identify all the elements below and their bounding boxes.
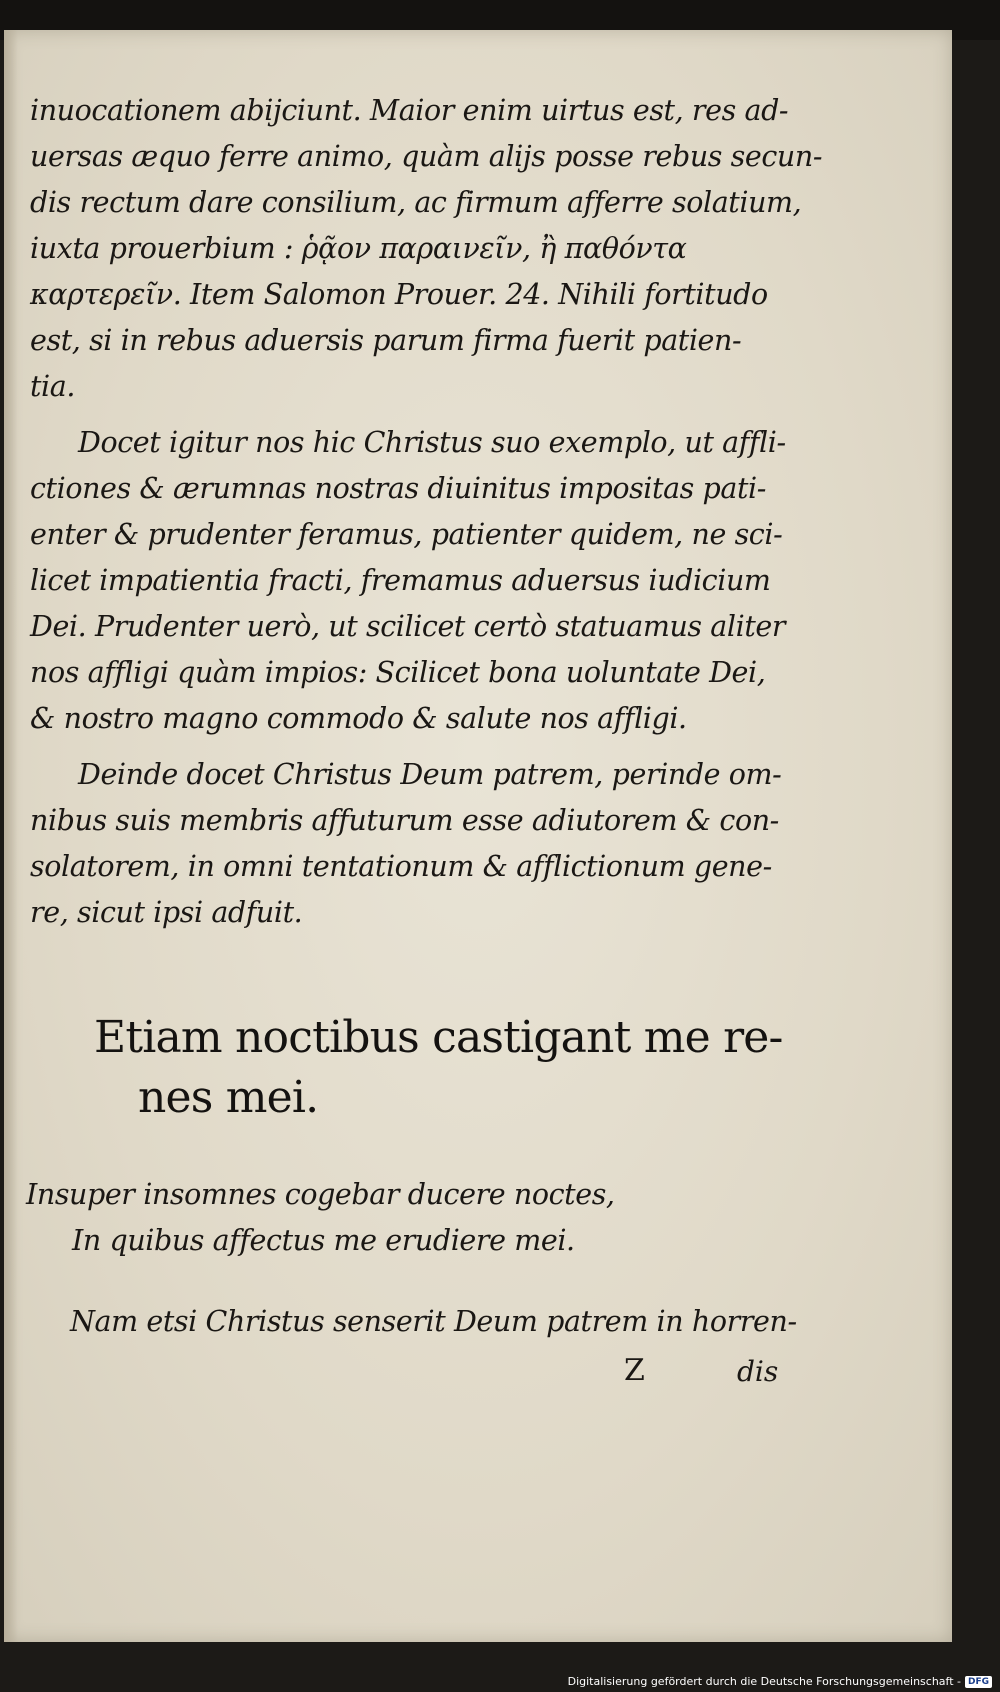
text-line: Docet igitur nos hic Christus suo exemplo, ut affli- [78, 426, 786, 459]
text-line: licet impatientia fracti, fremamus aduersus iudicium [30, 564, 771, 597]
text-line: solatorem, in omni tentationum & afflictionum gene- [30, 850, 772, 883]
text-line: nos affligi quàm impios: Scilicet bona uoluntate Dei, [30, 656, 766, 689]
section-heading [94, 1008, 783, 1128]
text-line: & nostro magno commodo & salute nos affligi. [30, 702, 687, 735]
text-line: ctiones & ærumnas nostras diuinitus impositas pati- [30, 472, 766, 505]
text-line: iuxta prouerbium : ῥᾷον παραινεῖν, ἢ παθόντα [30, 232, 687, 265]
final-line: Nam etsi Christus senserit Deum patrem in horren- [70, 1305, 797, 1338]
footer-credit: Digitalisierung gefördert durch die Deutsche Forschungsgemeinschaft - [567, 1675, 961, 1688]
digitization-footer [568, 1675, 992, 1688]
text-line: καρτερεῖν. Item Salomon Prouer. 24. Nihili fortitudo [30, 278, 768, 311]
text-line: uersas æquo ferre animo, quàm alijs posse rebus secun- [30, 140, 823, 173]
body-text [30, 88, 823, 936]
signature-mark: Z [624, 1353, 645, 1388]
dfg-logo: DFG [965, 1676, 992, 1688]
text-line: est, si in rebus aduersis parum firma fuerit patien- [30, 324, 742, 357]
text-line: tia. [30, 370, 76, 403]
verse-couplet [26, 1172, 615, 1264]
page-gutter [4, 30, 18, 1642]
text-line: dis rectum dare consilium, ac firmum afferre solatium, [30, 186, 802, 219]
book-page [4, 30, 952, 1642]
paragraph-docet [30, 420, 790, 742]
text-line: enter & prudenter feramus, patienter quidem, ne sci- [30, 518, 783, 551]
catchword: dis [737, 1355, 779, 1388]
text-line: nibus suis membris affuturum esse adiutorem & con- [30, 804, 779, 837]
text-line: Dei. Prudenter uerò, ut scilicet certò statuamus aliter [30, 610, 786, 643]
heading-line: nes mei. [138, 1072, 319, 1123]
verse-line: Insuper insomnes cogebar ducere noctes, [26, 1178, 615, 1211]
text-line: Deinde docet Christus Deum patrem, perinde om- [78, 758, 782, 791]
text-line: re, sicut ipsi adfuit. [30, 896, 303, 929]
verse-line: In quibus affectus me erudiere mei. [72, 1224, 575, 1257]
paragraph-deinde [30, 752, 790, 936]
text-line: inuocationem abijciunt. Maior enim uirtus est, res ad- [30, 94, 789, 127]
heading-line: Etiam noctibus castigant me re- [94, 1012, 783, 1063]
